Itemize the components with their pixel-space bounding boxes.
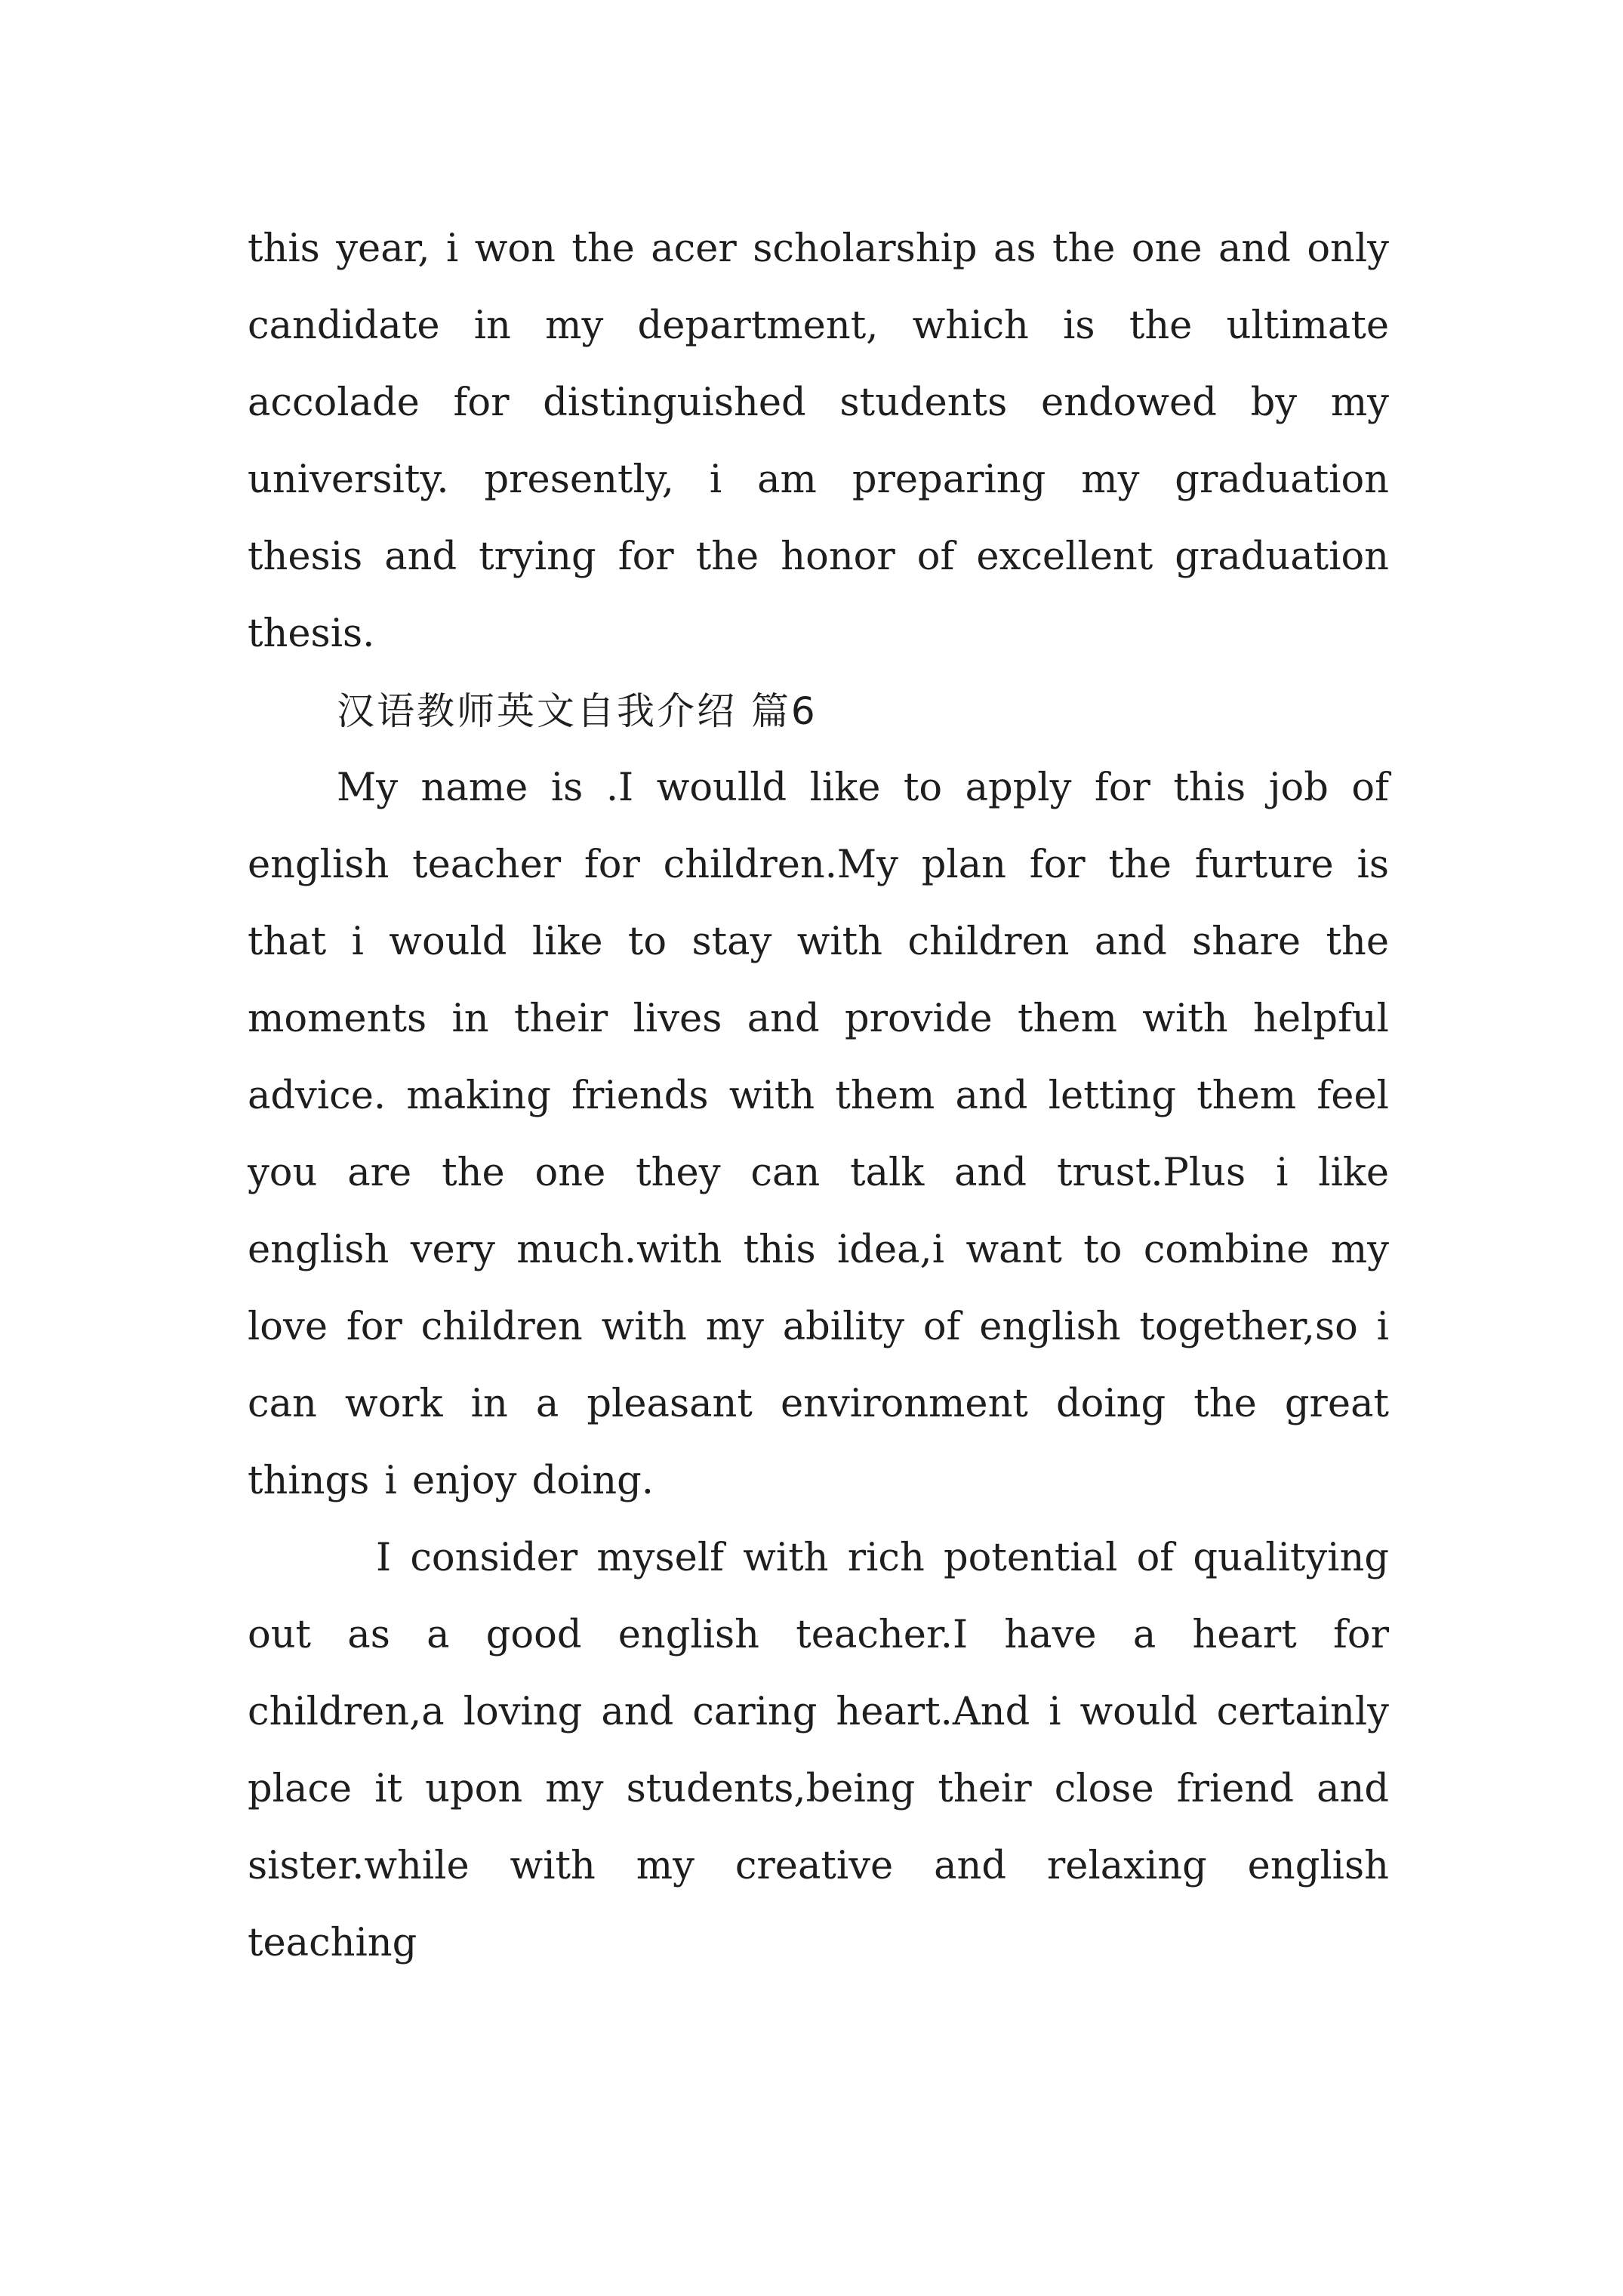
paragraph-scholarship: this year, i won the acer scholarship as the one and only candidate in my department, which is the ultimate accolade for distinguished students endowed by my university. presently, i am preparing my graduation thesis and trying for the honor of excellent graduation thesis. [248,227,1389,656]
document-body [248,211,1389,1982]
section-heading: 汉语教师英文自我介绍 篇6 [337,689,818,733]
paragraph-application: My name is .I woulld like to apply for this job of english teacher for children.My plan for the furture is that i would like to stay with children and share the moments in their lives and provide them with helpful advice. making friends with them and letting them feel you are the one they can talk and trust.Plus i like english very much.with this idea,i want to combine my love for children with my ability of english together,so i can work in a pleasant environment doing the great things i enjoy doing. [248,766,1389,1503]
paragraph-qualifications: I consider myself with rich potential of qualitying out as a good english teacher.I have a heart for children,a loving and caring heart.And i would certainly place it upon my students,being their close friend and sister.while with my creative and relaxing english teaching [248,1536,1389,1965]
